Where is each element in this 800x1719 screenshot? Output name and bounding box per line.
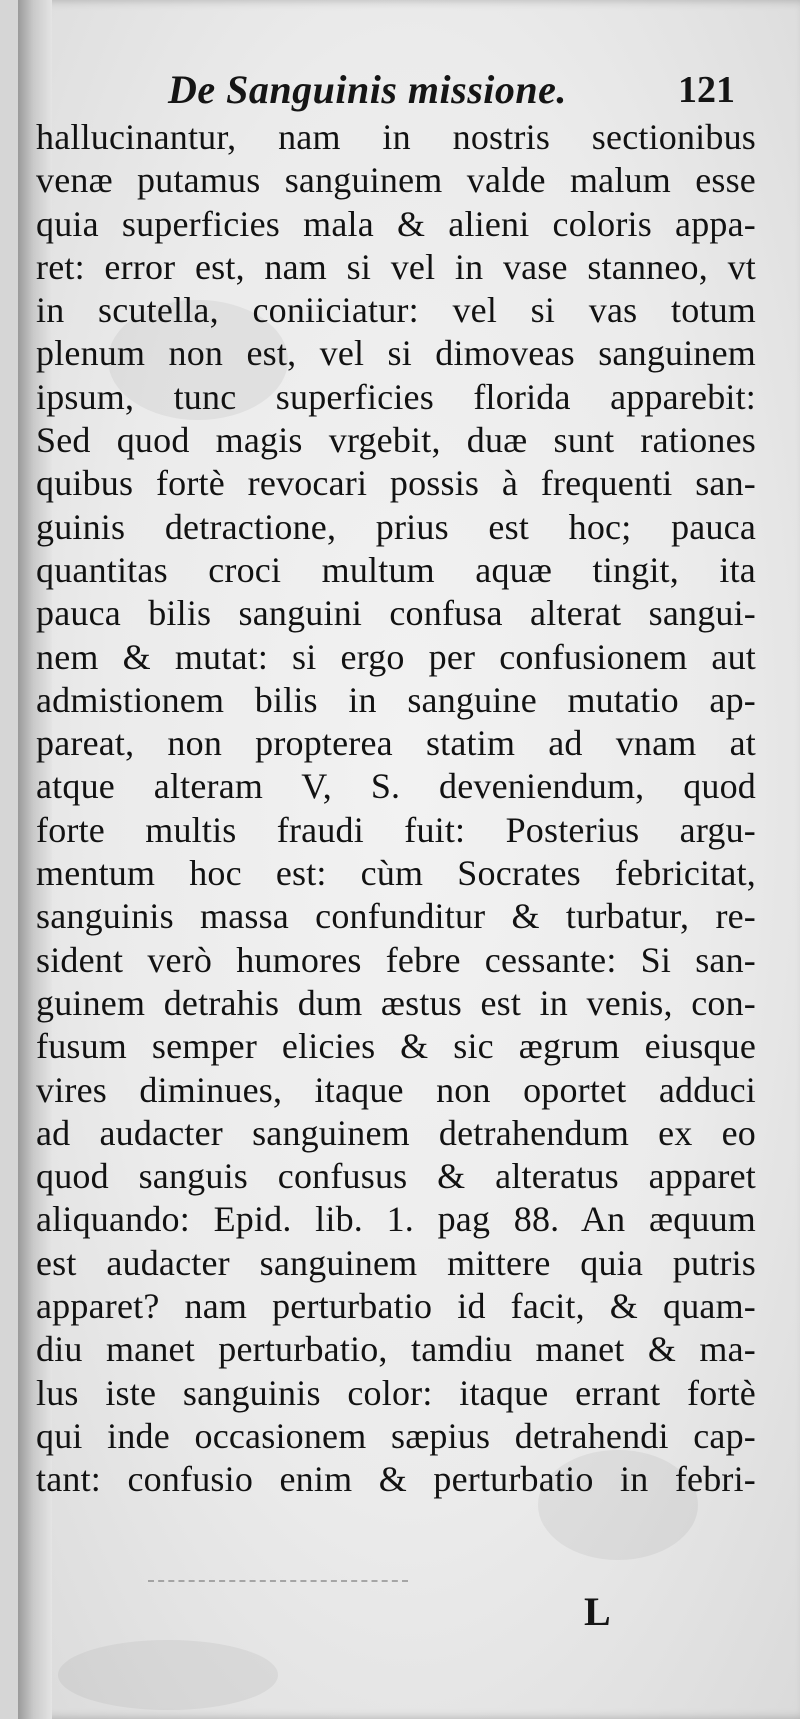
text-line: forte multis fraudi fuit: Posterius argu- (36, 809, 756, 850)
text-line: quia superficies mala & alieni coloris appa- (36, 203, 756, 244)
text-line: admistionem bilis in sanguine mutatio ap- (36, 679, 756, 720)
book-page (18, 0, 800, 1719)
text-line: venæ putamus sanguinem valde malum esse (36, 160, 756, 201)
running-title: De Sanguinis missione. (168, 67, 567, 112)
text-line: hallucinantur, nam in nostris sectionibus (36, 117, 756, 157)
text-line: quod sanguis confusus & alteratus apparet (36, 1156, 756, 1197)
text-line: diu manet perturbatio, tamdiu manet & ma- (36, 1329, 756, 1370)
text-line: Sed quod magis vrgebit, duæ sunt rationes (36, 420, 756, 461)
text-line: pauca bilis sanguini confusa alterat sangui- (36, 593, 756, 634)
text-line: lus iste sanguinis color: itaque errant fortè (36, 1372, 756, 1413)
running-head (18, 60, 800, 120)
text-line: quantitas croci multum aquæ tingit, ita (36, 549, 756, 590)
underline-mark (148, 1580, 408, 1582)
text-line: est audacter sanguinem mittere quia putris (36, 1242, 756, 1283)
text-line: guinem detrahis dum æstus est in venis, con- (36, 982, 756, 1023)
text-line: in scutella, coniiciatur: vel si vas totum (36, 290, 756, 331)
body-text (36, 116, 756, 1502)
text-line: tant: confusio enim & perturbatio in febri- (36, 1459, 756, 1500)
text-line: ad audacter sanguinem detrahendum ex eo (36, 1112, 756, 1153)
text-line: ret: error est, nam si vel in vase stanneo, vt (36, 246, 756, 287)
text-line: plenum non est, vel si dimoveas sanguinem (36, 333, 756, 374)
text-line: pareat, non propterea statim ad vnam at (36, 723, 756, 764)
text-line: sanguinis massa confunditur & turbatur, re- (36, 896, 756, 937)
page-number: 121 (678, 69, 735, 111)
text-line: nem & mutat: si ergo per confusionem aut (36, 636, 756, 677)
text-line: quibus fortè revocari possis à frequenti san- (36, 463, 756, 504)
text-line: fusum semper elicies & sic ægrum eiusque (36, 1026, 756, 1067)
text-line: ipsum, tunc superficies florida apparebit: (36, 376, 756, 417)
text-line: mentum hoc est: cùm Socrates febricitat, (36, 853, 756, 894)
text-line: atque alteram V, S. deveniendum, quod (36, 766, 756, 807)
text-line: qui inde occasionem sæpius detrahendi cap- (36, 1415, 756, 1456)
signature-mark: L (584, 1589, 611, 1634)
text-line: vires diminues, itaque non oportet adduci (36, 1069, 756, 1110)
text-line: sident verò humores febre cessante: Si san- (36, 939, 756, 980)
text-line: aliquando: Epid. lib. 1. pag 88. An æquum (36, 1199, 756, 1240)
text-line: apparet? nam perturbatio id facit, & quam- (36, 1286, 756, 1327)
paper-stain (58, 1640, 278, 1710)
text-line: guinis detractione, prius est hoc; pauca (36, 506, 756, 547)
